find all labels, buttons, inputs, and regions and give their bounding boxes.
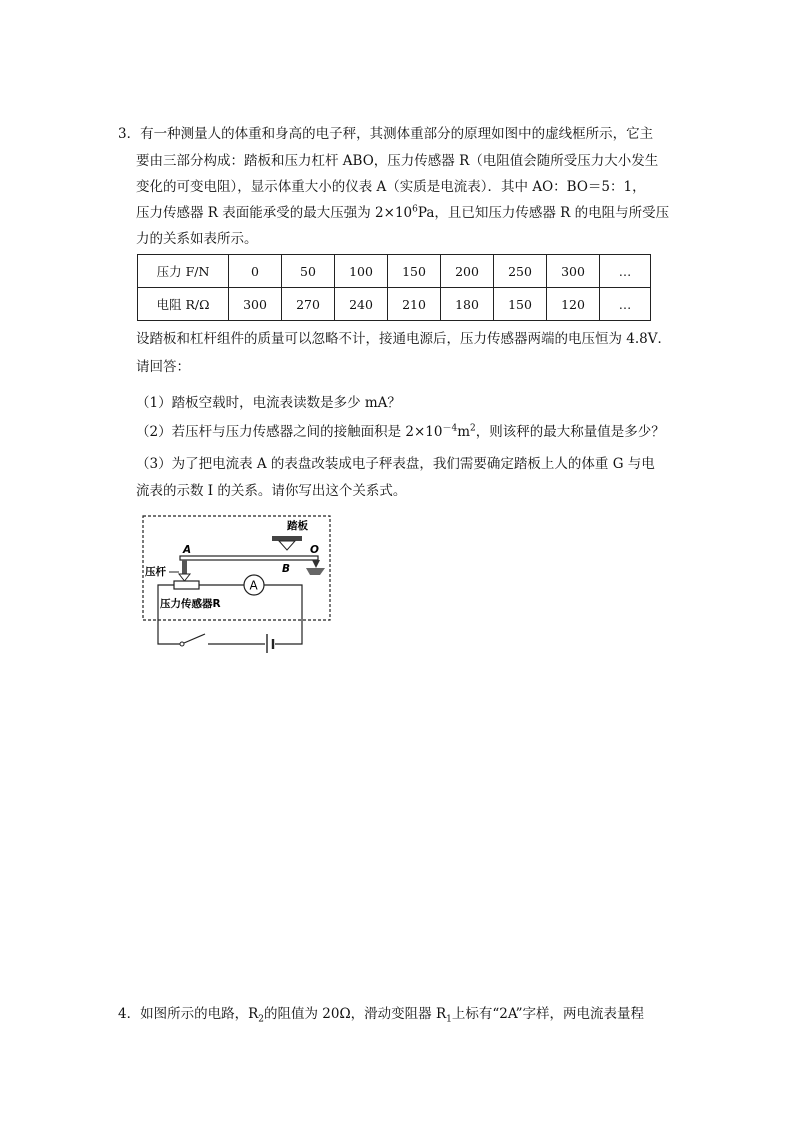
q3-s2-exp2: 2 <box>470 423 476 434</box>
switch-contact <box>180 642 184 646</box>
table-cell: 150 <box>494 288 547 321</box>
table-row-resistance <box>138 288 651 321</box>
q3-subquestion-1: （1）踏板空载时，电流表读数是多少 mA？ <box>136 395 401 411</box>
label-A: A <box>183 544 192 556</box>
label-pedal: 踏板 <box>287 520 308 532</box>
table-row-pressure <box>138 255 651 288</box>
q4-line-1 <box>118 1004 644 1024</box>
q3-s2-a: （2）若压杆与压力传感器之间的接触面积是 2×10 <box>136 424 443 440</box>
table-cell: … <box>600 255 651 288</box>
q4-sub-1: 2 <box>258 1014 264 1025</box>
table-cell: 250 <box>494 255 547 288</box>
label-sensor: 压力传感器R <box>160 598 221 610</box>
q3-text-line-1: 有一种测量人的体重和身高的电子秤，其测体重部分的原理如图中的虚线框所示，它主 <box>140 126 654 142</box>
pressure-resistance-table <box>137 254 651 321</box>
ammeter-label: A <box>249 578 258 593</box>
press-rod-tip <box>179 574 190 581</box>
table-cell: 压力 F/N <box>138 255 229 288</box>
table-cell: 0 <box>229 255 282 288</box>
q3-line-5: 力的关系如表所示。 <box>136 231 258 247</box>
q3-line-4-a: 压力传感器 R 表面能承受的最大压强为 2×10 <box>136 205 413 221</box>
table-cell: 300 <box>229 288 282 321</box>
label-B: B <box>282 563 291 575</box>
q3-subquestion-3-line-2: 流表的示数 I 的关系。请你写出这个关系式。 <box>136 483 407 499</box>
scale-circuit-diagram <box>142 513 334 653</box>
q4-number: 4． <box>118 1006 141 1022</box>
wire-right <box>264 585 302 644</box>
lever-ABO <box>180 556 318 560</box>
table-cell: 电阻 R/Ω <box>138 288 229 321</box>
q3-s2-exp1: －4 <box>442 423 458 434</box>
label-rod: 压杆 <box>145 566 166 578</box>
q3-line-1 <box>118 124 653 144</box>
wire-left <box>158 585 180 644</box>
table-cell: 210 <box>388 288 441 321</box>
table-cell: 270 <box>282 288 335 321</box>
q4-text-c: 上标有“2A”字样，两电流表量程 <box>451 1006 645 1022</box>
table-cell: 200 <box>441 255 494 288</box>
table-cell: 240 <box>335 288 388 321</box>
q3-subquestion-3-line-1: （3）为了把电流表 A 的表盘改装成电子秤表盘，我们需要确定踏板上人的体重 G 与电 <box>136 456 655 472</box>
table-cell: 120 <box>547 288 600 321</box>
pedal-support <box>279 541 295 550</box>
table-cell: 300 <box>547 255 600 288</box>
table-cell: … <box>600 288 651 321</box>
switch-blade <box>184 634 205 643</box>
q3-line-4-b: Pa，且已知压力传感器 R 的电阻与所受压 <box>417 205 670 221</box>
q4-text-b: 的阻值为 20Ω，滑动变阻器 R <box>264 1006 447 1022</box>
fulcrum-base <box>306 568 325 575</box>
q3-s2-b: m <box>457 424 471 440</box>
fulcrum <box>312 560 320 568</box>
q4-text-a: 如图所示的电路，R <box>140 1006 259 1022</box>
q3-number: 3． <box>118 126 141 142</box>
q3-line-3: 变化的可变电阻），显示体重大小的仪表 A（实质是电流表）．其中 AO：BO＝5：1， <box>136 179 646 195</box>
q3-line-4-exp: 6 <box>412 204 418 215</box>
q3-s2-c: ，则该秤的最大称量值是多少？ <box>475 424 665 440</box>
table-cell: 100 <box>335 255 388 288</box>
table-cell: 180 <box>441 288 494 321</box>
pressure-sensor <box>174 581 199 589</box>
press-rod <box>182 560 187 574</box>
q3-subquestion-2 <box>136 422 665 442</box>
q3-paragraph-2: 请回答： <box>136 359 190 375</box>
table-cell: 50 <box>282 255 335 288</box>
q3-paragraph-1: 设踏板和杠杆组件的质量可以忽略不计，接通电源后，压力传感器两端的电压恒为 4.8V． <box>136 331 672 347</box>
q3-line-4 <box>136 203 669 223</box>
q4-sub-2: 1 <box>446 1014 452 1025</box>
label-O: O <box>310 544 319 556</box>
table-cell: 150 <box>388 255 441 288</box>
pedal-plate <box>272 536 302 541</box>
q3-line-2: 要由三部分构成：踏板和压力杠杆 ABO，压力传感器 R（电阻值会随所受压力大小发生 <box>136 153 659 169</box>
